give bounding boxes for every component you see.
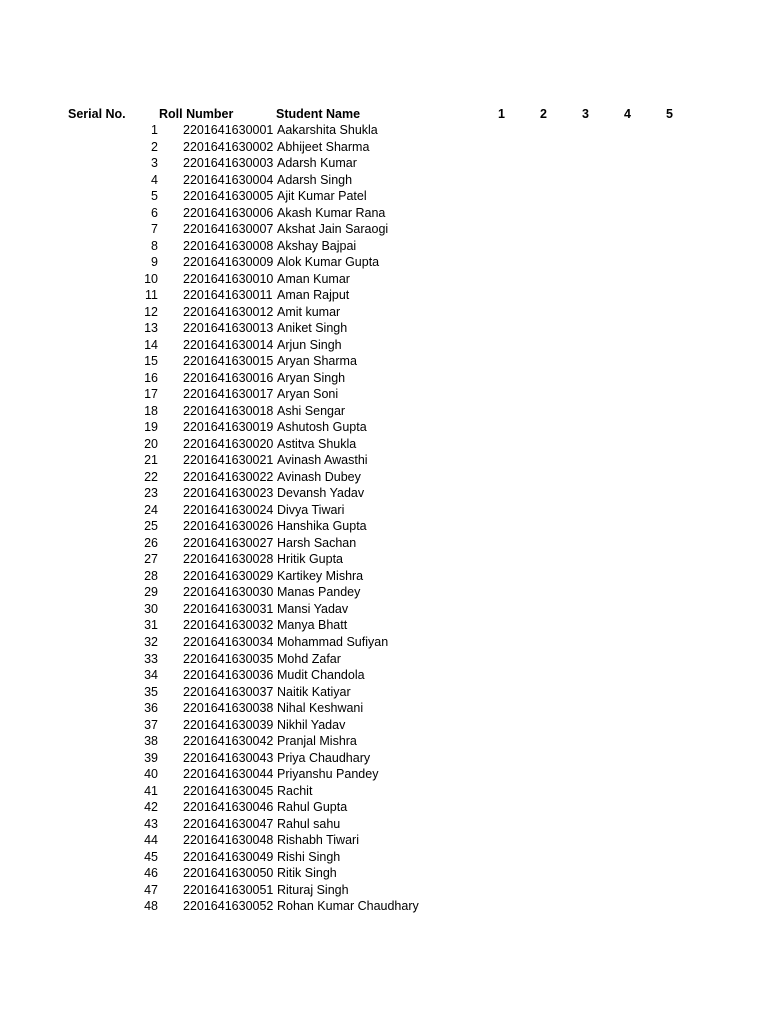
serial-number-cell: 20	[144, 436, 158, 451]
roll-number-cell: 2201641630024	[183, 502, 274, 517]
student-name-cell: Akash Kumar Rana	[277, 205, 386, 220]
column-2-header: 2	[540, 107, 547, 121]
student-name-cell: Hritik Gupta	[277, 552, 343, 567]
serial-number-cell: 46	[144, 866, 158, 881]
roll-number-cell: 2201641630008	[183, 238, 274, 253]
serial-number-cell: 17	[144, 387, 158, 402]
roll-number-cell: 2201641630026	[183, 519, 274, 534]
table-row	[0, 271, 768, 288]
table-row	[0, 518, 768, 535]
serial-number-cell: 19	[144, 420, 158, 435]
roll-number-cell: 2201641630029	[183, 568, 274, 583]
roll-number-cell: 2201641630015	[183, 354, 274, 369]
student-name-cell: Rohan Kumar Chaudhary	[277, 899, 419, 914]
roll-number-cell: 2201641630006	[183, 205, 274, 220]
serial-number-cell: 44	[144, 833, 158, 848]
student-name-cell: Alok Kumar Gupta	[277, 255, 380, 270]
serial-number-cell: 16	[144, 370, 158, 385]
roll-number-cell: 2201641630039	[183, 717, 274, 732]
student-name-cell: Avinash Dubey	[277, 469, 361, 484]
roll-number-cell: 2201641630023	[183, 486, 274, 501]
table-row	[0, 865, 768, 882]
serial-number-cell: 42	[144, 800, 158, 815]
student-name-cell: Priya Chaudhary	[277, 750, 371, 765]
roll-number-cell: 2201641630018	[183, 403, 274, 418]
serial-number-cell: 18	[144, 403, 158, 418]
student-name-cell: Rahul Gupta	[277, 800, 348, 815]
table-row	[0, 849, 768, 866]
roll-number-cell: 2201641630046	[183, 800, 274, 815]
serial-number-cell: 9	[151, 255, 158, 270]
student-name-cell: Aryan Soni	[277, 387, 339, 402]
table-row	[0, 221, 768, 238]
column-3-header: 3	[582, 107, 589, 121]
student-name-cell: Akshay Bajpai	[277, 238, 357, 253]
serial-number-cell: 31	[144, 618, 158, 633]
student-name-cell: Rituraj Singh	[277, 882, 349, 897]
student-name-cell: Aniket Singh	[277, 321, 348, 336]
roll-number-cell: 2201641630035	[183, 651, 274, 666]
student-name-cell: Kartikey Mishra	[277, 568, 364, 583]
table-row	[0, 816, 768, 833]
table-row	[0, 155, 768, 172]
table-row	[0, 304, 768, 321]
table-body	[0, 122, 768, 915]
student-name-cell: Abhijeet Sharma	[277, 139, 370, 154]
roll-number-cell: 2201641630004	[183, 172, 274, 187]
roll-number-cell: 2201641630021	[183, 453, 274, 468]
serial-number-cell: 41	[144, 783, 158, 798]
student-name-cell: Ritik Singh	[277, 866, 337, 881]
student-name-cell: Avinash Awasthi	[277, 453, 368, 468]
roll-number-cell: 2201641630016	[183, 370, 274, 385]
serial-number-cell: 40	[144, 767, 158, 782]
serial-number-cell: 22	[144, 469, 158, 484]
table-row	[0, 353, 768, 370]
table-row	[0, 651, 768, 668]
table-row	[0, 287, 768, 304]
roll-number-cell: 2201641630031	[183, 601, 274, 616]
serial-number-cell: 10	[144, 271, 158, 286]
student-name-cell: Naitik Katiyar	[277, 684, 351, 699]
table-header	[0, 105, 768, 123]
roll-number-cell: 2201641630014	[183, 337, 274, 352]
table-row	[0, 717, 768, 734]
serial-number-cell: 24	[144, 502, 158, 517]
table-row	[0, 337, 768, 354]
table-row	[0, 403, 768, 420]
roll-number-cell: 2201641630009	[183, 255, 274, 270]
serial-number-header: Serial No.	[68, 107, 126, 121]
serial-number-cell: 45	[144, 849, 158, 864]
table-row	[0, 320, 768, 337]
table-row	[0, 386, 768, 403]
student-name-cell: Aman Kumar	[277, 271, 350, 286]
column-5-header: 5	[666, 107, 673, 121]
serial-number-cell: 3	[151, 156, 158, 171]
roll-number-cell: 2201641630017	[183, 387, 274, 402]
student-name-cell: Mudit Chandola	[277, 668, 365, 683]
serial-number-cell: 47	[144, 882, 158, 897]
table-row	[0, 485, 768, 502]
table-row	[0, 832, 768, 849]
serial-number-cell: 43	[144, 816, 158, 831]
serial-number-cell: 21	[144, 453, 158, 468]
student-name-cell: Manas Pandey	[277, 585, 361, 600]
roll-number-cell: 2201641630030	[183, 585, 274, 600]
roll-number-cell: 2201641630001	[183, 123, 274, 137]
table-row	[0, 750, 768, 767]
table-row	[0, 535, 768, 552]
roll-number-cell: 2201641630020	[183, 436, 274, 451]
student-name-cell: Rahul sahu	[277, 816, 341, 831]
roll-number-cell: 2201641630011	[183, 288, 273, 303]
roll-number-cell: 2201641630048	[183, 833, 274, 848]
roll-number-cell: 2201641630036	[183, 668, 274, 683]
roll-number-cell: 2201641630019	[183, 420, 274, 435]
serial-number-cell: 11	[145, 288, 158, 303]
serial-number-cell: 4	[151, 172, 158, 187]
student-name-cell: Manya Bhatt	[277, 618, 348, 633]
roll-number-cell: 2201641630013	[183, 321, 274, 336]
student-name-cell: Priyanshu Pandey	[277, 767, 379, 782]
roll-number-cell: 2201641630032	[183, 618, 274, 633]
roll-number-cell: 2201641630002	[183, 139, 274, 154]
serial-number-cell: 25	[144, 519, 158, 534]
roll-number-cell: 2201641630042	[183, 734, 274, 749]
serial-number-cell: 38	[144, 734, 158, 749]
table-row	[0, 370, 768, 387]
table-row	[0, 898, 768, 915]
student-name-cell: Ashutosh Gupta	[277, 420, 367, 435]
student-name-header: Student Name	[276, 107, 361, 121]
student-name-cell: Nikhil Yadav	[277, 717, 346, 732]
column-4-header: 4	[624, 107, 631, 121]
table-row	[0, 634, 768, 651]
serial-number-cell: 2	[151, 139, 158, 154]
serial-number-cell: 29	[144, 585, 158, 600]
serial-number-cell: 6	[151, 205, 158, 220]
roll-number-cell: 2201641630047	[183, 816, 274, 831]
serial-number-cell: 14	[144, 337, 158, 352]
serial-number-cell: 26	[144, 535, 158, 550]
roll-number-cell: 2201641630034	[183, 634, 274, 649]
table-row	[0, 551, 768, 568]
serial-number-cell: 5	[151, 189, 158, 204]
table-row	[0, 502, 768, 519]
column-1-header: 1	[498, 107, 505, 121]
student-name-cell: Devansh Yadav	[277, 486, 365, 501]
roll-number-cell: 2201641630045	[183, 783, 274, 798]
table-row	[0, 617, 768, 634]
table-row	[0, 205, 768, 222]
serial-number-cell: 27	[144, 552, 158, 567]
student-name-cell: Rishi Singh	[277, 849, 341, 864]
roll-number-cell: 2201641630003	[183, 156, 274, 171]
student-name-cell: Arjun Singh	[277, 337, 342, 352]
table-row	[0, 419, 768, 436]
roll-number-cell: 2201641630012	[183, 304, 274, 319]
serial-number-cell: 30	[144, 601, 158, 616]
serial-number-cell: 39	[144, 750, 158, 765]
roll-number-cell: 2201641630052	[183, 899, 274, 914]
roll-number-cell: 2201641630007	[183, 222, 274, 237]
table-row	[0, 799, 768, 816]
table-row	[0, 172, 768, 189]
student-name-cell: Amit kumar	[277, 304, 341, 319]
student-name-cell: Divya Tiwari	[277, 502, 345, 517]
table-row	[0, 568, 768, 585]
roll-number-cell: 2201641630005	[183, 189, 274, 204]
student-name-cell: Adarsh Singh	[277, 172, 353, 187]
student-name-cell: Pranjal Mishra	[277, 734, 357, 749]
student-name-cell: Nihal Keshwani	[277, 701, 364, 716]
roll-number-cell: 2201641630043	[183, 750, 274, 765]
serial-number-cell: 23	[144, 486, 158, 501]
serial-number-cell: 8	[151, 238, 158, 253]
table-row	[0, 139, 768, 156]
table-row	[0, 452, 768, 469]
table-row	[0, 733, 768, 750]
serial-number-cell: 36	[144, 701, 158, 716]
table-row	[0, 882, 768, 899]
roll-number-cell: 2201641630027	[183, 535, 274, 550]
serial-number-cell: 7	[151, 222, 158, 237]
serial-number-cell: 33	[144, 651, 158, 666]
student-name-cell: Rishabh Tiwari	[277, 833, 359, 848]
table-row	[0, 783, 768, 800]
serial-number-cell: 48	[144, 899, 158, 914]
table-row	[0, 254, 768, 271]
serial-number-cell: 32	[144, 634, 158, 649]
student-name-cell: Adarsh Kumar	[277, 156, 357, 171]
roll-number-cell: 2201641630038	[183, 701, 274, 716]
table-row	[0, 684, 768, 701]
table-row	[0, 238, 768, 255]
serial-number-cell: 1	[151, 123, 158, 137]
table-row	[0, 584, 768, 601]
table-row	[0, 122, 768, 139]
table-row	[0, 700, 768, 717]
serial-number-cell: 28	[144, 568, 158, 583]
roll-number-cell: 2201641630049	[183, 849, 274, 864]
student-name-cell: Ashi Sengar	[277, 403, 346, 418]
student-name-cell: Mansi Yadav	[277, 601, 349, 616]
student-name-cell: Akshat Jain Saraogi	[277, 222, 389, 237]
table-row	[0, 188, 768, 205]
serial-number-cell: 35	[144, 684, 158, 699]
student-name-cell: Astitva Shukla	[277, 436, 357, 451]
student-name-cell: Harsh Sachan	[277, 535, 357, 550]
student-name-cell: Aakarshita Shukla	[277, 123, 378, 137]
student-name-cell: Mohammad Sufiyan	[277, 634, 389, 649]
roll-number-cell: 2201641630010	[183, 271, 274, 286]
roll-number-cell: 2201641630044	[183, 767, 274, 782]
table-row	[0, 766, 768, 783]
table-row	[0, 601, 768, 618]
roll-number-header: Roll Number	[159, 107, 234, 121]
student-name-cell: Aman Rajput	[277, 288, 350, 303]
roll-number-cell: 2201641630050	[183, 866, 274, 881]
serial-number-cell: 37	[144, 717, 158, 732]
table-row	[0, 436, 768, 453]
student-name-cell: Hanshika Gupta	[277, 519, 367, 534]
serial-number-cell: 34	[144, 668, 158, 683]
table-row	[0, 667, 768, 684]
serial-number-cell: 13	[144, 321, 158, 336]
roll-number-cell: 2201641630022	[183, 469, 274, 484]
table-row	[0, 469, 768, 486]
roll-number-cell: 2201641630028	[183, 552, 274, 567]
roll-number-cell: 2201641630051	[183, 882, 274, 897]
student-name-cell: Mohd Zafar	[277, 651, 341, 666]
serial-number-cell: 12	[144, 304, 158, 319]
roll-number-cell: 2201641630037	[183, 684, 274, 699]
student-name-cell: Aryan Sharma	[277, 354, 357, 369]
serial-number-cell: 15	[144, 354, 158, 369]
student-name-cell: Ajit Kumar Patel	[277, 189, 367, 204]
student-name-cell: Aryan Singh	[277, 370, 346, 385]
student-name-cell: Rachit	[277, 783, 313, 798]
